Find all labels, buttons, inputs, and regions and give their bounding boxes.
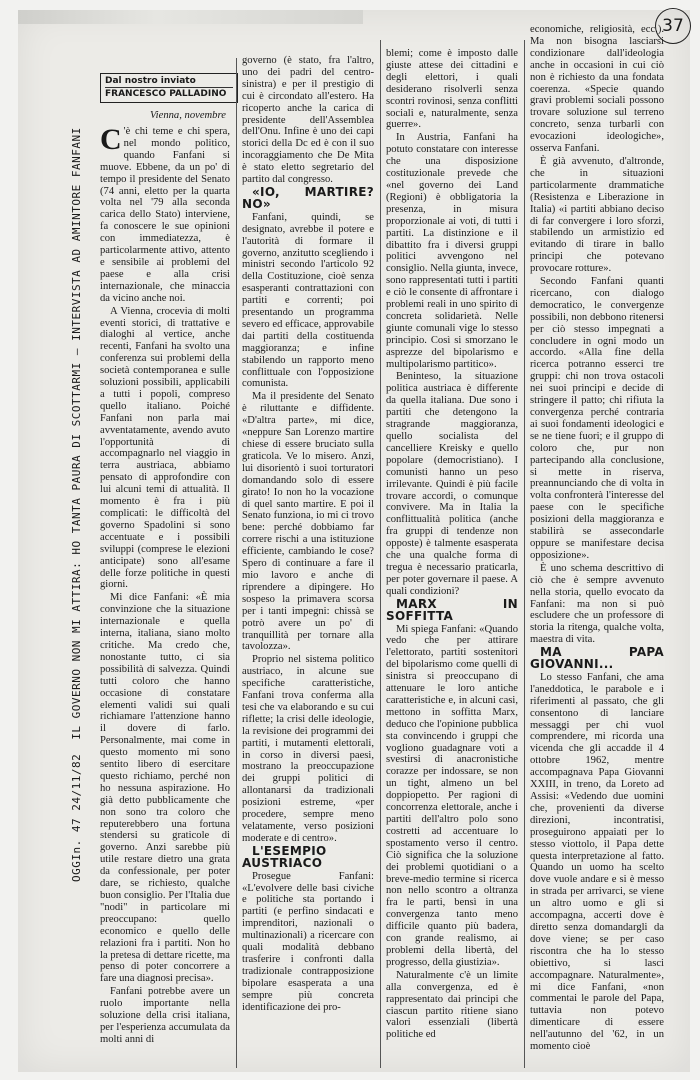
author-name: FRANCESCO PALLADINO — [105, 89, 227, 99]
paragraph: economiche, religiosità, ecc.). Ma non bisogna lasciarsi condizionare dall'ideologia anche in occasioni in cui ciò non è richiesto da una fondata coerenza. «Specie quando gravi problemi sociali possono trovare soluzione sul terreno concreto, senza turbarli con evocazioni ideologiche», osserva Fanfani. — [530, 24, 664, 155]
scan-band — [18, 10, 363, 24]
column-rule — [524, 40, 525, 1068]
paragraph: Lo stesso Fanfani, che ama l'aneddotica, le parabole e i riferimenti al passato, che gli consentono di lanciare messaggi per chi vuol comprendere, mi ricorda una vicenda che gli accadde il 4 ottobre 1962, mentre accompagnava Papa Giovanni XXIII, in treno, da Loreto ad Assisi: «Vedendo due uomini che, provenienti da diverse direzioni, incontratisi, proseguirono appaiati per lo stesso viottolo, il Papa dette questa interpretazione al fatto. Quando un uomo ha scelto dove vuole andare e si è messo in strada per arrivarci, se viene un altro uomo e gli si accompagna, accerti dove è diretto senza domandargli da dove viene; se per caso riscontra che ha lo stesso obiettivo, si lasci accompagnare. Naturalmente», mi dice Fanfani, «non commentai le parole del Papa, tuttavia non potevo dimenticare di essere nell'autunno del '62, in un momento cioè — [530, 671, 664, 1053]
paragraph: Proprio nel sistema politico austriaco, in alcune sue specifiche caratteristiche, Fanfani trova conferma alla tesi che va elaborando e su cui riflette; la crisi delle ideologie, la revisione dei programmi dei partiti, i mutamenti elettorali, in corso in diversi paesi, mostrano la preoccupazione dei gruppi politici di allontanarsi da tradizionali posizioni estreme, «per procedere, sempre meno velatamente, verso posizioni moderate e di centro». — [242, 654, 374, 844]
paragraph: Fanfani potrebbe avere un ruolo importante nella soluzione della crisi italiana, per l'esperienza accumulata da molti anni di — [100, 986, 230, 1045]
subheading: MARX IN SOFFITTA — [386, 596, 518, 623]
subheading: L'ESEMPIO AUSTRIACO — [242, 843, 327, 870]
paragraph: È già avvenuto, d'altronde, che in situazioni particolarmente drammatiche (Resistenza e Liberazione in Italia) «i partiti abbiano deciso di far convergere i loro sforzi, stabilendo un armistizio ed evitando di tirare in ballo principi che potevano provocare rotture». — [530, 155, 664, 275]
paragraph: blemi; come è imposto dalle giuste attese dei cittadini e degli elettori, i quali desiderano risolverli senza scontri rovinosi, senza conflitti sociali e, naturalmente, senza guerre». — [386, 48, 518, 131]
paragraph: Naturalmente c'è un limite alla convergenza, ed è rappresentato dai principi che ciascun partito ritiene siano valori essenziali (libertà politiche ed — [386, 969, 518, 1041]
column-2 — [242, 55, 374, 1068]
byline-box — [100, 73, 238, 103]
subheading: MA PAPA GIOVANNI... — [530, 645, 664, 672]
source-date: OGGIn. 47 24/11/82 — [70, 753, 83, 882]
paragraph: Mi spiega Fanfani: «Quando vedo che per attirare l'elettorato, partiti sostenitori del bipolarismo come quelli di sinistra si preoccupano di attenuare le loro antiche caratteristiche e, in alcuni casi, mettono in soffitta Marx, deduco che l'opinione pubblica sta convincendo i gruppi che vogliono guadagnare voti a svestirsi di anacronistiche corazze per indossare, se non un tight, almeno un bel doppiopetto. Per ragioni di concorrenza elettorale, anche i partiti dell'altro polo sono costretti ad accentuare lo spostamento verso il centro. Ciò significa che la soluzione dei problemi quotidiani o a breve-medio termine si ricerca non nello scontro a oltranza fra le parti, bensì in una convergenza tanto meno difficile quanto più badera, con grande realismo, ai problemi della libertà, del progresso, della giustizia». — [386, 623, 518, 968]
paragraph: Prosegue Fanfani: «L'evolvere delle basi civiche e politiche sta portando i partiti (e perfino sindacati e imprenditori, nazionali o multinazionali) a ricercare con quali modalità debbano trasferire i confronti dalla tradizionale contrapposizione bipolare esasperata a una sempre più concreta identificazione dei pro- — [242, 870, 374, 1013]
column-3 — [386, 48, 518, 1068]
column-rule — [236, 58, 237, 1068]
column-1 — [100, 126, 230, 1066]
article-title: IL GOVERNO NON MI ATTIRA: HO TANTA PAURA DI SCOTTARMI — INTERVISTA AD AMINTORE FANFANI — [70, 127, 83, 740]
paragraph: Beninteso, la situazione politica austriaca è differente da quella italiana. Due sono i partiti che detengono la stragrande maggioranza, quello socialista del cancelliere Kreisky e quello popolare (democristiano). I comunisti hanno un peso irrilevante. Quindi è più facile trovare accordi, o comunque convivere. Ma in Italia la conflittualità politica (anche fra gruppi di tendenze non opposte) è talmente esasperata che una qualche forma di tregua è necessario praticarla, per poter governare il paese. A quali condizioni? — [386, 371, 518, 597]
subheading: «IO, MARTIRE? NO» — [242, 184, 374, 211]
paragraph: A Vienna, crocevia di molti eventi storici, di trattative e dialoghi al vertice, anche recenti, Fanfani ha svolto una conferenza sui problemi della società contemporanea e sulle soluzioni possibili, applicabili a tutti i popoli, compreso quello italiano. Poiché Fanfani non parla mai avventatamente, avendo avuto l'opportunità di accompagnarlo nel viaggio in terra austriaca, abbiamo pensato di approfondire con lui alcuni temi di attualità. Il momento è fra i più complicati: le difficoltà del governo Spadolini si sono accentuate e i possibili sviluppi (comprese le elezioni anticipate) sono all'esame delle forze politiche in questi giorni. — [100, 305, 230, 591]
byline-label: Dal nostro inviato — [105, 76, 233, 88]
drop-cap: C — [100, 126, 122, 156]
paragraph: Ma il presidente del Senato è riluttante e diffidente. «D'altra parte», mi dice, «neppure San Lorenzo martire chiese di essere bruciato sulla graticola. Ve lo misero. Anzi, lui disorientò i suoi torturatori domandando solo di essere girato! Io non ho la vocazione di quel santo martire. E poi il Senato funziona, io mi ci trovo bene: perché dobbiamo far correre rischi a una istituzione efficiente, cambiando le cose? Spero di continuare a fare il mio lavoro e anche di riprendere a dipingere. Ho sospeso la primavera scorsa per i tanti impegni: chissà se potrò avere un po' di tranquillità per tornare alla tavolozza». — [242, 391, 374, 653]
paragraph: Fanfani, quindi, se designato, avrebbe il potere e l'autorità di formare il governo, anzitutto scegliendo i ministri secondo l'articolo 92 della Costituzione, cioè senza esasperanti contrattazioni con partiti e correnti; poi presentando un programma severo ed efficace, approvabile dai partiti della costituenda maggioranza; e infine stabilendo un rapporto meno conflittuale con l'opposizione comunista. — [242, 211, 374, 390]
page-number: 37 — [655, 8, 691, 44]
column-rule — [380, 40, 381, 1068]
paragraph: Secondo Fanfani quanti ricercano, con dialogo democratico, le convergenze possibili, non debbono ritenersi per ciò stesso impegnati a concludere in ogni modo un accordo. «Alla fine della ricerca potranno esserci tre gruppi: chi non trova ostacoli nei suoi principi e decide di stringere il patto; chi rifiuta la convergenza perché contraria ai suoi fondamenti ideologici e se ne tiene fuori; e il gruppo di coloro che, pur non partecipando alla conclusione, si mette in riserva, preannunciando che di volta in volta confronterà l'interesse del paese con le specifiche posizioni della maggioranza e stabilirà se assecondarle oppure se manifestare decisa opposizione». — [530, 276, 664, 561]
paragraph: governo (è stato, fra l'altro, uno dei padri del centro-sinistra) e per il prestigio di cui è circondato all'estero. Ha ricoperto anche la carica di presidente dell'Assemblea dell'Onu. Infine è uno dei capi storici della Dc ed è con il suo incoraggiamento che De Mita è stato eletto segretario del partito dal congresso. — [242, 55, 374, 186]
column-4 — [530, 24, 664, 1068]
vertical-header — [70, 58, 83, 882]
paragraph: È uno schema descrittivo di ciò che è sempre avvenuto nella storia, quello evocato da Fanfani: ma non si può escludere che un professore di storia la ritenga, qualche volta, maestra di vita. — [530, 562, 664, 646]
paragraph: In Austria, Fanfani ha potuto constatare con interesse che una disposizione costituzionale prevede che «nel governo dei Land (Regioni) è obbligatoria la presenza, in misura proporzionale ai voti, di tutti i partiti. La distinzione e il dibattito fra i diversi gruppi politici avvengono nel consiglio. Nella giunta, invece, sono rappresentati tutti i partiti e ciò le consente di affrontare i problemi reali in uno spirito di concreta solidarietà. Nelle giunte comunali vige lo stesso principio. Così si smorzano le asprezze del bipolarismo e multipolarismo partitico». — [386, 132, 518, 370]
dateline: Vienna, novembre — [150, 110, 226, 121]
paragraph: Mi dice Fanfani: «È mia convinzione che la situazione internazionale e quella interna, italiana, siano molto critiche. Ma credo che, nonostante tutto, ci sia possibilità di salvezza. Quindi tutti coloro che hanno occasione di constatare elementi validi sui quali richiamare l'attenzione hanno il dovere di farlo. Personalmente, mai come in questo momento mi sono sentito libero di esercitare questo richiamo, perché non ho nessuna aspirazione. Ho già detto pubblicamente che non sono tra coloro che reputerebbero una fortuna stendersi su graticole di governo. Anzi sarebbe più utile restare dietro una grata da confessionale, per poter dare, se richiesto, qualche buon consiglio. Per l'Italia due "nodi" in particolare mi preoccupano: quello economico e quello delle relazioni fra i partiti. Non ho la pretesa di dettare ricette, ma penso di poter concorrere a fare una diagnosi precisa». — [100, 592, 230, 985]
paragraph: C 'è chi teme e chi spera, nel mondo politico, quando Fanfani si muove. Ebbene, da un po' di tempo il presidente del Senato (74 anni, eletto per la quarta volta nel '79 alla seconda carica dello Stato) interviene, fa conoscere le sue opinioni con immediatezza, è particolarmente attivo, attento e sensibile ai problemi del paese e alla crisi internazionale, che minaccia da vicino anche noi. — [100, 126, 230, 304]
